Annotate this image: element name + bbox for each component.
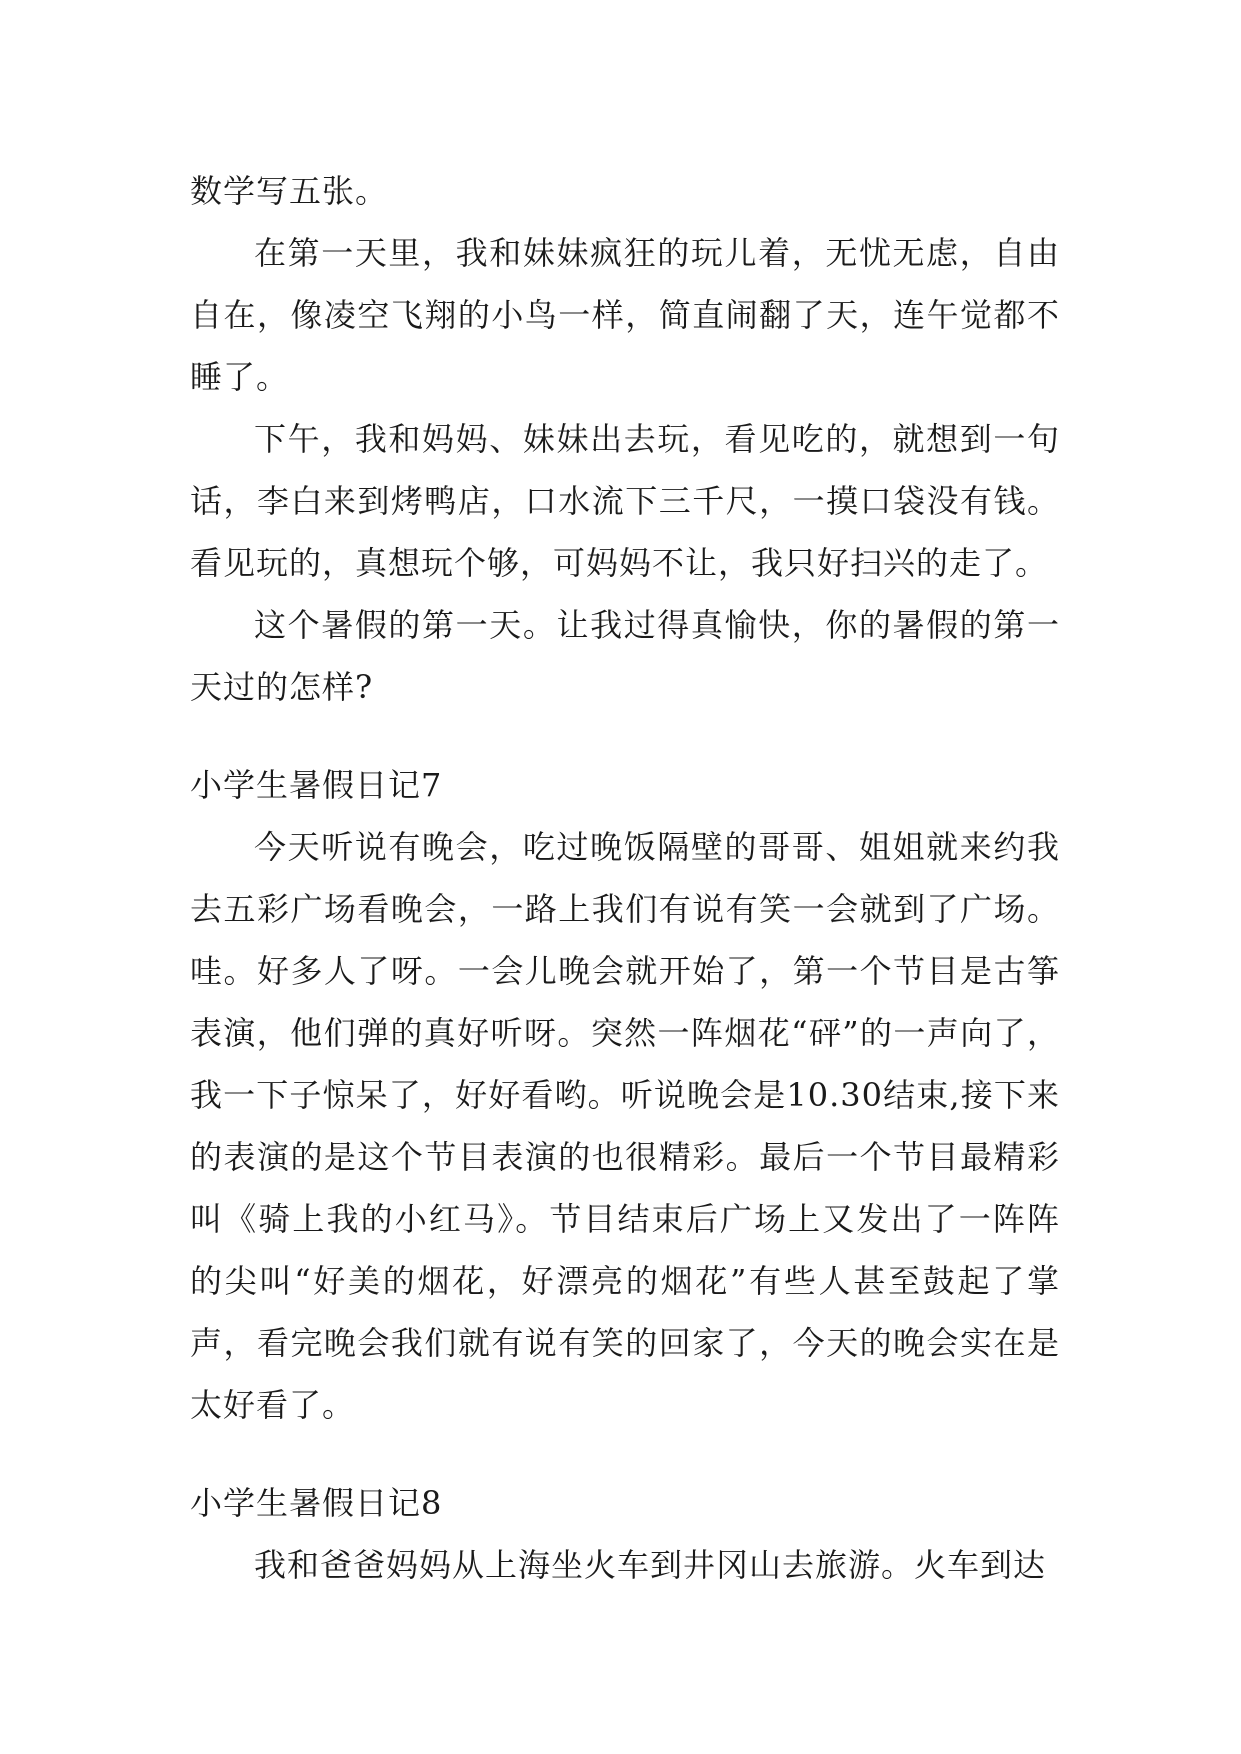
document-body — [190, 160, 1060, 1596]
heading-diary-8: 小学生暑假日记8 — [190, 1484, 443, 1522]
paragraph-afternoon: 下午，我和妈妈、妹妹出去玩，看见吃的，就想到一句话，李白来到烤鸭店，口水流下三千尺，一摸口袋没有钱。看见玩的，真想玩个够，可妈妈不让，我只好扫兴的走了。 — [190, 420, 1060, 582]
heading-diary-7: 小学生暑假日记7 — [190, 766, 443, 804]
paragraph-summary: 这个暑假的第一天。让我过得真愉快，你的暑假的第一天过的怎样? — [190, 606, 1060, 706]
paragraph-first-day: 在第一天里，我和妹妹疯狂的玩儿着，无忧无虑，自由自在，像凌空飞翔的小鸟一样，简直闹翻了天，连午觉都不睡了。 — [190, 234, 1060, 396]
paragraph-evening-show: 今天听说有晚会，吃过晚饭隔壁的哥哥、姐姐就来约我去五彩广场看晚会，一路上我们有说有笑一会就到了广场。哇。好多人了呀。一会儿晚会就开始了，第一个节目是古筝表演，他们弹的真好听呀。突然一阵烟花“砰”的一声向了，我一下子惊呆了，好好看哟。听说晚会是10.30结束,接下来的表演的是这个节目表演的也很精彩。最后一个节目最精彩叫《骑上我的小红马》。节目结束后广场上又发出了一阵阵的尖叫“好美的烟花，好漂亮的烟花”有些人甚至鼓起了掌声，看完晚会我们就有说有笑的回家了，今天的晚会实在是太好看了。 — [190, 828, 1060, 1424]
paragraph-jinggangshan-trip: 我和爸爸妈妈从上海坐火车到井冈山去旅游。火车到达 — [254, 1546, 1047, 1584]
paragraph-math-homework: 数学写五张。 — [190, 172, 389, 210]
